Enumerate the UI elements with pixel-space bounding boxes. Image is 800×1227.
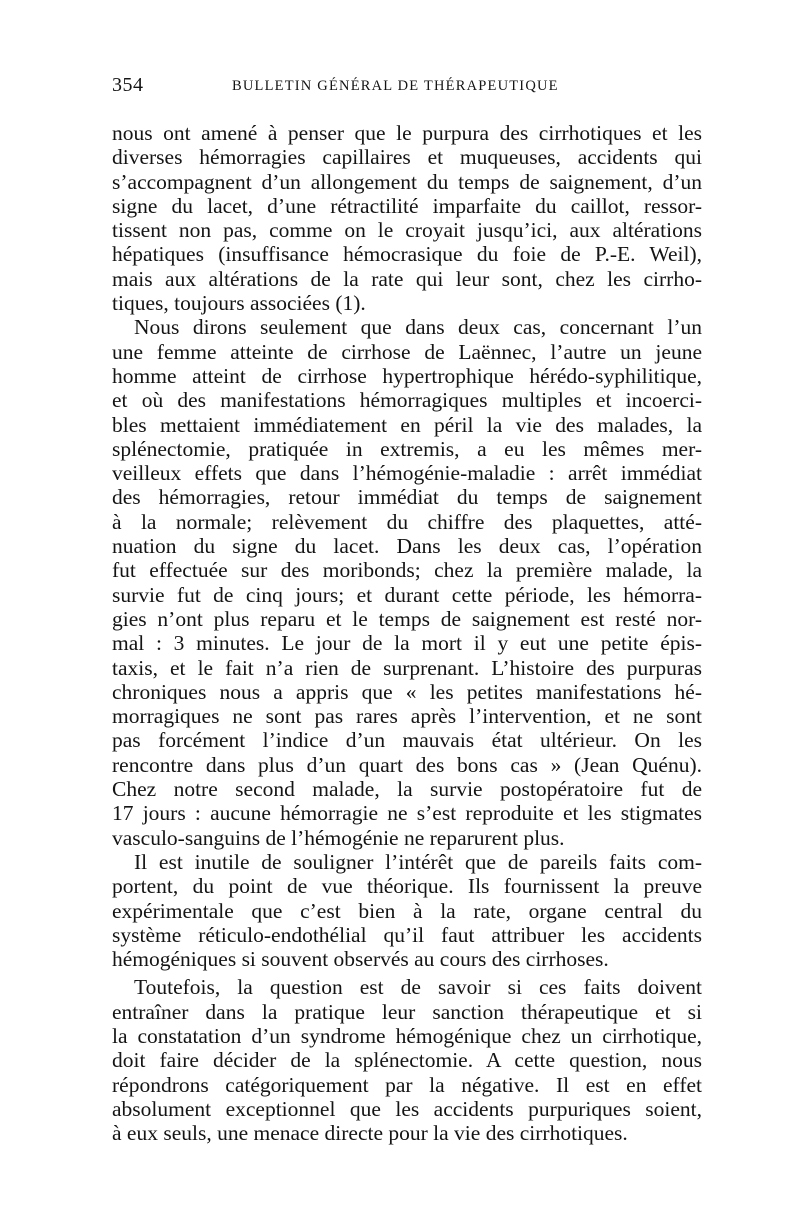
text-line: 17 jours : aucune hémorragie ne s’est reproduite et les stigmates bbox=[112, 801, 702, 826]
text-line: Nous dirons seulement que dans deux cas, concernant l’un bbox=[134, 315, 702, 340]
paragraph-2 bbox=[112, 315, 702, 850]
text-line: nous ont amené à penser que le purpura des cirrhotiques et les bbox=[112, 121, 702, 145]
text-line: tiques, toujours associées (1). bbox=[112, 291, 366, 316]
text-line: répondrons catégoriquement par la négative. Il est en effet bbox=[112, 1072, 702, 1097]
text-line: diverses hémorragies capillaires et muqueuses, accidents qui bbox=[112, 145, 702, 170]
running-head bbox=[112, 74, 702, 104]
text-line: s’accompagnent d’un allongement du temps de saignement, d’un bbox=[112, 169, 702, 194]
text-line: veilleux effets que dans l’hémogénie-maladie : arrêt immédiat bbox=[112, 461, 702, 486]
journal-title: BULLETIN GÉNÉRAL DE THÉRAPEUTIQUE bbox=[232, 78, 559, 94]
text-line: rencontre dans plus d’un quart des bons cas » (Jean Quénu). bbox=[112, 752, 702, 777]
text-line: des hémorragies, retour immédiat du temps de saignement bbox=[112, 485, 702, 510]
text-line: nuation du signe du lacet. Dans les deux cas, l’opération bbox=[112, 534, 702, 559]
text-line: hémogéniques si souvent observés au cours des cirrhoses. bbox=[112, 947, 609, 972]
text-line: à eux seuls, une menace directe pour la vie des cirrhotiques. bbox=[112, 1121, 628, 1146]
text-line: chroniques nous a appris que « les petites manifestations hé- bbox=[112, 679, 702, 704]
paragraph-4 bbox=[112, 975, 702, 1145]
text-line: système réticulo-endothélial qu’il faut attribuer les accidents bbox=[112, 922, 702, 947]
text-line: à la normale; relèvement du chiffre des plaquettes, atté- bbox=[112, 509, 702, 534]
text-line: splénectomie, pratiquée in extremis, a eu les mêmes mer- bbox=[112, 436, 702, 461]
text-line: survie fut de cinq jours; et durant cette période, les hémorra- bbox=[112, 582, 702, 607]
text-line: Il est inutile de souligner l’intérêt que de pareils faits com- bbox=[134, 849, 702, 874]
text-line: signe du lacet, d’une rétractilité imparfaite du caillot, ressor- bbox=[112, 193, 702, 218]
paragraph-3 bbox=[112, 850, 702, 971]
page-number: 354 bbox=[112, 74, 144, 96]
text-line: morragiques ne sont pas rares après l’intervention, et ne sont bbox=[112, 704, 702, 729]
text-line: doit faire décider de la splénectomie. A cette question, nous bbox=[112, 1048, 702, 1073]
text-line: Toutefois, la question est de savoir si ces faits doivent bbox=[134, 975, 702, 1000]
text-line: gies n’ont plus reparu et le temps de saignement est resté nor- bbox=[112, 606, 702, 631]
text-line: vasculo-sanguins de l’hémogénie ne reparurent plus. bbox=[112, 825, 565, 850]
text-line: portent, du point de vue théorique. Ils fournissent la preuve bbox=[112, 874, 702, 899]
text-line: entraîner dans la pratique leur sanction thérapeutique et si bbox=[112, 999, 702, 1024]
text-line: une femme atteinte de cirrhose de Laënnec, l’autre un jeune bbox=[112, 339, 702, 364]
text-line: Chez notre second malade, la survie postopératoire fut de bbox=[112, 777, 702, 802]
text-line: tissent non pas, comme on le croyait jusqu’ici, aux altérations bbox=[112, 218, 702, 243]
text-line: homme atteint de cirrhose hypertrophique hérédo-syphilitique, bbox=[112, 363, 702, 388]
text-line: la constatation d’un syndrome hémogénique chez un cirrhotique, bbox=[112, 1023, 702, 1048]
text-line: hépatiques (insuffisance hémocrasique du foie de P.-E. Weil), bbox=[112, 242, 702, 267]
text-line: expérimentale que c’est bien à la rate, organe central du bbox=[112, 898, 702, 923]
text-line: taxis, et le fait n’a rien de surprenant. L’histoire des purpuras bbox=[112, 655, 702, 680]
text-line: et où des manifestations hémorragiques multiples et incoerci- bbox=[112, 388, 702, 413]
text-line: absolument exceptionnel que les accidents purpuriques soient, bbox=[112, 1096, 702, 1121]
body-text bbox=[112, 121, 702, 1145]
text-line: mal : 3 minutes. Le jour de la mort il y eut une petite épis- bbox=[112, 631, 702, 656]
text-line: pas forcément l’indice d’un mauvais état ultérieur. On les bbox=[112, 728, 702, 753]
text-line: bles mettaient immédiatement en péril la vie des malades, la bbox=[112, 412, 702, 437]
paragraph-1 bbox=[112, 121, 702, 315]
text-line: mais aux altérations de la rate qui leur sont, chez les cirrho- bbox=[112, 266, 702, 291]
text-line: fut effectuée sur des moribonds; chez la première malade, la bbox=[112, 558, 702, 583]
